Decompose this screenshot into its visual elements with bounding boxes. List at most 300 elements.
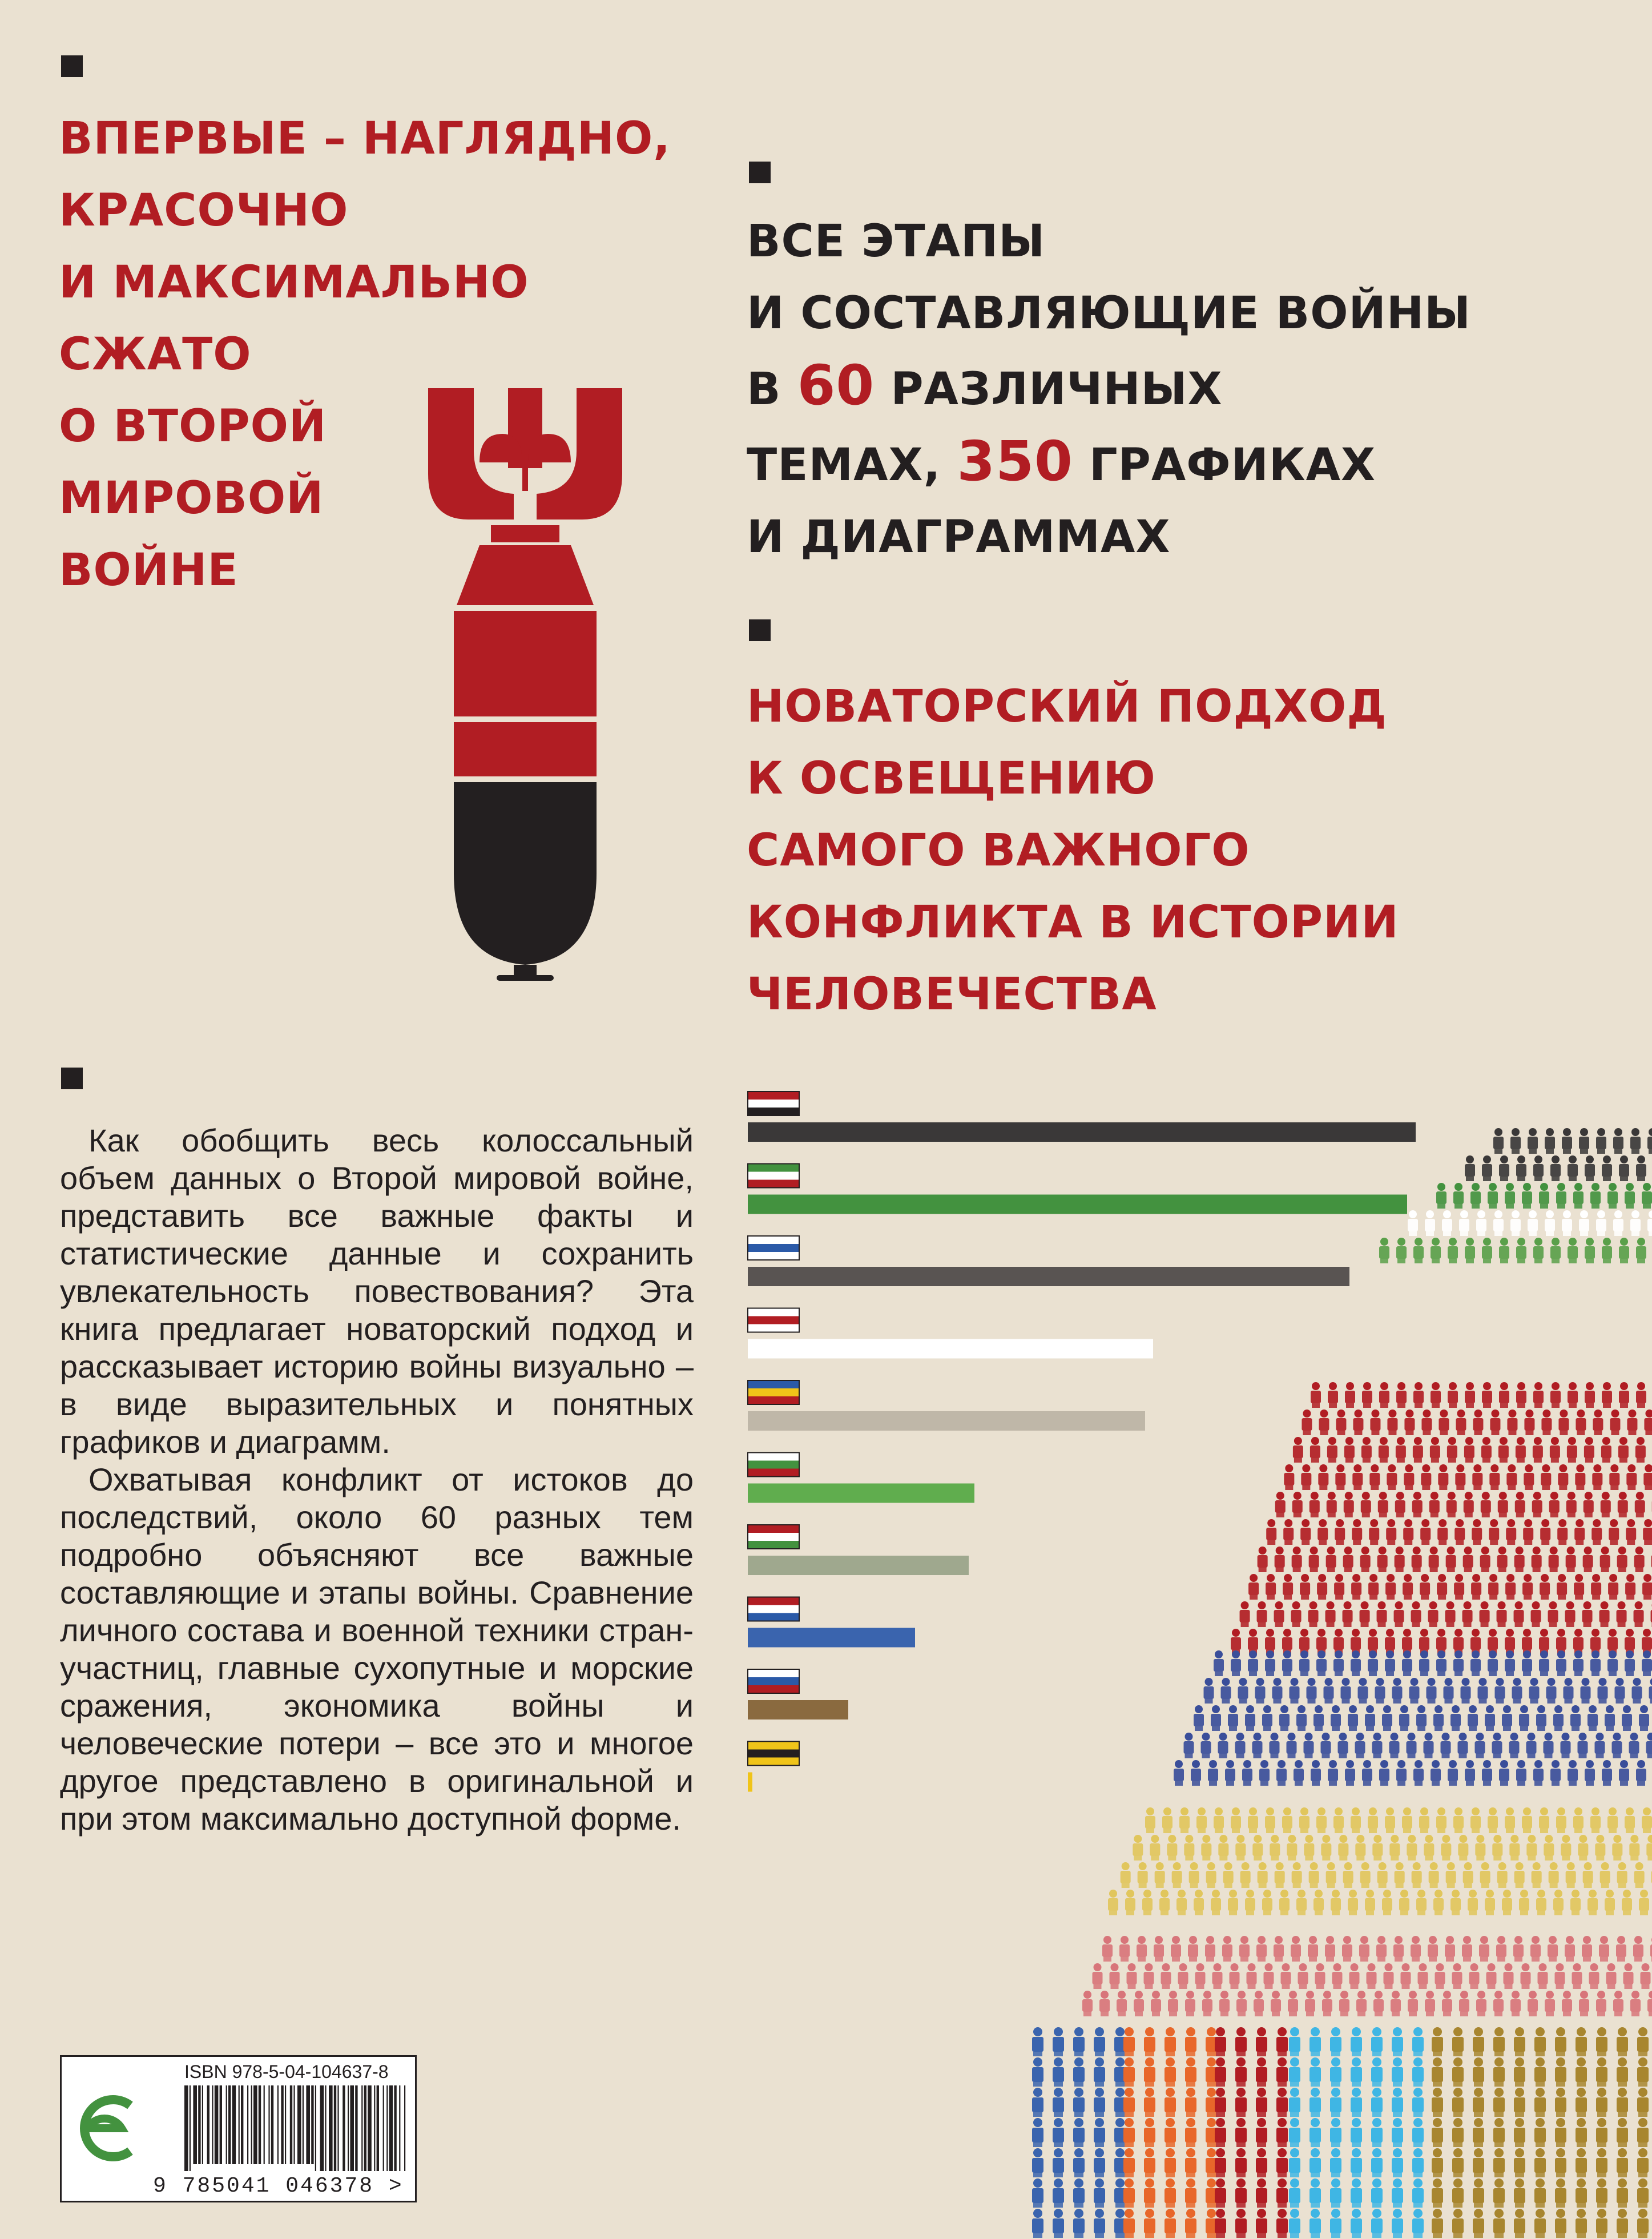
soldier-figure <box>1144 2088 1155 2117</box>
soldier-figure <box>1165 2088 1176 2117</box>
soldier-figure <box>1328 1382 1338 1408</box>
soldier-row <box>1032 2088 1649 2117</box>
soldier-figure <box>1488 1183 1498 1209</box>
headline-approach <box>747 671 1399 1030</box>
soldier-figure <box>1600 1862 1610 1888</box>
soldier-figure <box>1114 2178 1126 2208</box>
soldier-figure <box>1596 2118 1607 2147</box>
soldier-figure <box>1514 2057 1525 2087</box>
soldier-figure <box>1231 1629 1241 1654</box>
soldier-figure <box>1617 1601 1627 1627</box>
soldier-figure <box>1165 2178 1176 2208</box>
soldier-figure <box>1165 2118 1176 2147</box>
soldier-figure <box>1465 1238 1475 1263</box>
soldier-figure <box>1523 1519 1533 1545</box>
soldier-figure <box>1240 1601 1250 1627</box>
soldier-figure <box>1330 2148 1341 2177</box>
soldier-figure <box>1289 2209 1300 2238</box>
soldier-figure <box>1436 1650 1446 1676</box>
soldier-figure <box>1256 2027 1267 2056</box>
soldier-figure <box>1189 1862 1199 1888</box>
soldier-figure <box>1626 1464 1637 1490</box>
soldier-figure <box>1441 1835 1451 1861</box>
headline-line: КРАСОЧНО <box>59 185 349 236</box>
soldier-figure <box>1532 1862 1542 1888</box>
soldier-figure <box>1481 1492 1491 1517</box>
soldier-figure <box>1617 1862 1627 1888</box>
soldier-figure <box>1327 1437 1337 1463</box>
soldier-figure <box>1201 1733 1211 1758</box>
soldier-figure <box>1540 1519 1550 1545</box>
soldier-figure <box>1172 1862 1182 1888</box>
soldier-figure <box>1599 1936 1609 1962</box>
soldier-figure <box>1256 2118 1267 2147</box>
soldier-figure <box>1590 1650 1601 1676</box>
soldier-figure <box>1539 1183 1549 1209</box>
soldier-figure <box>1256 2148 1267 2177</box>
headline-line: ВОЙНЕ <box>59 545 239 596</box>
soldier-figure <box>1343 1601 1353 1627</box>
soldier-figure <box>1615 1678 1625 1704</box>
soldier-figure <box>1309 2209 1321 2238</box>
soldier-figure <box>1283 1574 1293 1600</box>
soldier-figure <box>1191 1760 1201 1786</box>
soldier-figure <box>1265 1650 1275 1676</box>
soldier-figure <box>1636 1238 1646 1263</box>
soldier-figure <box>1165 2209 1176 2238</box>
soldier-figure <box>1642 1629 1652 1654</box>
soldier-figure <box>1570 1890 1581 1915</box>
soldier-figure <box>1596 2178 1607 2208</box>
soldier-figure <box>1606 1963 1617 1989</box>
soldier-figure <box>1313 1705 1324 1731</box>
soldier-row <box>1275 1492 1652 1517</box>
soldier-figure <box>1276 2209 1288 2238</box>
soldier-figure <box>1533 1760 1544 1786</box>
soldier-figure <box>1591 1519 1602 1545</box>
soldier-figure <box>1427 1678 1437 1704</box>
headline-text: ГРАФИКАХ <box>1073 440 1376 491</box>
soldier-figure <box>1369 1464 1380 1490</box>
soldier-figure <box>1053 2209 1064 2238</box>
soldier-figure <box>1053 2178 1064 2208</box>
soldier-figure <box>1264 1963 1274 1989</box>
soldier-figure <box>1514 2088 1525 2117</box>
soldier-figure <box>1351 2088 1362 2117</box>
soldier-figure <box>1382 1890 1392 1915</box>
soldier-figure <box>1448 1238 1458 1263</box>
soldier-figure <box>1562 1210 1572 1236</box>
soldier-figure <box>1371 2057 1383 2087</box>
soldier-figure <box>1425 1991 1435 2016</box>
soldier-figure <box>1627 1410 1637 1435</box>
soldier-figure <box>1609 1519 1619 1545</box>
soldier-figure <box>1516 1437 1526 1463</box>
soldier-figure <box>1412 2148 1424 2177</box>
soldier-figure <box>1609 1464 1619 1490</box>
soldier-figure <box>1159 1890 1170 1915</box>
soldier-figure <box>1432 2148 1443 2177</box>
soldier-figure <box>1557 1574 1567 1600</box>
soldier-figure <box>1307 1678 1317 1704</box>
soldier-figure <box>1053 2027 1064 2056</box>
soldier-figure <box>1412 2118 1424 2147</box>
soldier-figure <box>1382 1705 1392 1731</box>
soldier-figure <box>1265 1807 1275 1833</box>
soldier-figure <box>1362 1382 1372 1408</box>
soldier-figure <box>1602 1238 1612 1263</box>
soldier-figure <box>1309 1492 1320 1517</box>
soldier-figure <box>1289 2027 1300 2056</box>
soldier-figure <box>1336 1410 1346 1435</box>
soldier-figure <box>1504 1963 1514 1989</box>
soldier-figure <box>1533 1155 1544 1181</box>
soldier-figure <box>1389 1733 1400 1758</box>
soldier-figure <box>1558 1410 1569 1435</box>
soldier-figure <box>1137 1936 1147 1962</box>
soldier-figure <box>1348 1890 1358 1915</box>
soldier-figure <box>1032 2209 1043 2238</box>
soldier-figure <box>1441 1733 1451 1758</box>
soldier-figure <box>1566 1862 1576 1888</box>
soldier-figure <box>1358 1678 1368 1704</box>
headline-line: ВПЕРВЫЕ – НАГЛЯДНО, <box>59 113 671 164</box>
soldier-figure <box>1556 1650 1566 1676</box>
soldier-figure <box>1073 2118 1085 2147</box>
soldier-figure <box>1613 1128 1623 1154</box>
soldier-figure <box>1235 2027 1247 2056</box>
soldier-figure <box>1230 1963 1240 1989</box>
soldier-row <box>1032 2178 1649 2208</box>
soldier-figure <box>1300 1574 1310 1600</box>
soldier-figure <box>1032 2088 1043 2117</box>
soldier-figure <box>1555 2148 1566 2177</box>
soldier-figure <box>1575 1464 1585 1490</box>
soldier-figure <box>1463 1862 1473 1888</box>
soldier-figure <box>1585 1382 1595 1408</box>
soldier-figure <box>1420 1519 1431 1545</box>
soldier-figure <box>1514 1601 1524 1627</box>
soldier-figure <box>1379 1437 1389 1463</box>
soldier-figure <box>1605 1705 1615 1731</box>
soldier-figure <box>1343 1862 1353 1888</box>
soldier-figure <box>1408 1210 1418 1236</box>
soldier-figure <box>1114 2209 1126 2238</box>
soldier-figure <box>1138 1862 1148 1888</box>
soldier-figure <box>1258 1547 1268 1572</box>
soldier-figure <box>1411 1936 1421 1962</box>
soldier-figure <box>1632 1678 1642 1704</box>
soldier-figure <box>1566 1492 1577 1517</box>
soldier-figure <box>1144 2118 1155 2147</box>
soldier-figure <box>1412 2027 1424 2056</box>
soldier-figure <box>1618 1437 1629 1463</box>
soldier-figure <box>1235 2088 1247 2117</box>
soldier-figure <box>1539 1650 1549 1676</box>
soldier-figure <box>1399 1705 1409 1731</box>
soldier-figure <box>1188 1936 1198 1962</box>
soldier-row <box>1408 1210 1652 1236</box>
soldier-row <box>1102 1936 1652 1962</box>
soldier-figure <box>1351 2057 1362 2087</box>
soldier-figure <box>1432 2088 1443 2117</box>
soldier-figure <box>1407 1733 1417 1758</box>
soldier-figure <box>1642 1807 1652 1833</box>
headline-line: КОНФЛИКТА В ИСТОРИИ <box>747 897 1399 948</box>
soldier-figure <box>1144 2057 1155 2087</box>
soldier-figure <box>1612 1733 1622 1758</box>
soldier-figure <box>1562 1991 1572 2016</box>
soldier-figure <box>1404 1464 1414 1490</box>
soldier-figure <box>1545 1128 1555 1154</box>
soldier-figure <box>1262 1890 1272 1915</box>
soldier-figure <box>1144 1963 1154 1989</box>
soldier-figure <box>1392 2178 1403 2208</box>
soldier-row <box>1204 1678 1652 1704</box>
soldier-figure <box>1513 1936 1524 1962</box>
chart-bar <box>748 1700 848 1719</box>
soldier-row <box>1032 2057 1649 2087</box>
soldier-figure <box>1598 1678 1608 1704</box>
soldier-figure <box>1219 1991 1230 2016</box>
soldier-figure <box>1326 1547 1336 1572</box>
soldier-figure <box>1317 1574 1327 1600</box>
soldier-figure <box>1431 1238 1441 1263</box>
soldier-figure <box>1596 1128 1606 1154</box>
soldier-figure <box>1299 1807 1309 1833</box>
soldier-figure <box>1555 2178 1566 2208</box>
soldier-figure <box>1399 1890 1409 1915</box>
soldier-figure <box>1330 2027 1341 2056</box>
soldier-figure <box>1639 1705 1649 1731</box>
soldier-figure <box>1123 2057 1135 2087</box>
soldier-figure <box>1617 2088 1628 2117</box>
soldier-figure <box>1568 1382 1578 1408</box>
soldier-figure <box>1522 1807 1532 1833</box>
soldier-row <box>1311 1382 1652 1408</box>
soldier-figure <box>1613 1210 1623 1236</box>
soldier-figure <box>1635 1437 1646 1463</box>
soldier-figure <box>1335 1464 1345 1490</box>
soldier-figure <box>1362 1760 1372 1786</box>
soldier-figure <box>1532 1547 1542 1572</box>
soldier-figure <box>1617 1547 1627 1572</box>
soldier-figure <box>1480 1601 1490 1627</box>
soldier-figure <box>1360 1862 1371 1888</box>
soldier-figure <box>1432 2027 1443 2056</box>
soldier-figure <box>1431 1760 1441 1786</box>
soldier-figure <box>1522 1183 1532 1209</box>
soldier-figure <box>1215 2148 1226 2177</box>
soldier-figure <box>1625 1629 1635 1654</box>
soldier-figure <box>1524 1464 1534 1490</box>
soldier-figure <box>1534 2088 1546 2117</box>
soldier-figure <box>1642 1574 1652 1600</box>
soldier-figure <box>1288 1991 1298 2016</box>
soldier-figure <box>1481 1437 1492 1463</box>
soldier-row <box>1240 1601 1652 1627</box>
soldier-figure <box>1649 1678 1652 1704</box>
soldier-figure <box>1433 1890 1444 1915</box>
soldier-figure <box>1355 1835 1365 1861</box>
soldier-figure <box>1630 1991 1641 2016</box>
chart-bar <box>748 1556 969 1575</box>
soldier-figure <box>1276 2148 1288 2177</box>
soldier-figure <box>1429 1547 1439 1572</box>
soldier-figure <box>1235 2057 1247 2087</box>
soldier-figure <box>1436 1807 1446 1833</box>
soldier-figure <box>1184 1835 1194 1861</box>
soldier-figure <box>1607 1807 1618 1833</box>
soldier-figure <box>1325 1601 1336 1627</box>
soldier-figure <box>1093 1963 1103 1989</box>
soldier-figure <box>1352 1519 1362 1545</box>
soldier-figure <box>1360 1547 1371 1572</box>
soldier-figure <box>1438 1464 1448 1490</box>
soldier-figure <box>1561 1835 1571 1861</box>
soldier-figure <box>1548 1601 1558 1627</box>
soldier-figure <box>1472 1519 1482 1545</box>
soldier-figure <box>1450 1705 1461 1731</box>
soldier-figure <box>1351 1807 1361 1833</box>
soldier-figure <box>1231 1650 1241 1676</box>
soldier-figure <box>1275 1492 1286 1517</box>
soldier-figure <box>1094 2148 1105 2177</box>
soldier-figure <box>1453 1807 1464 1833</box>
soldier-figure <box>1568 1155 1578 1181</box>
soldier-figure <box>1375 1678 1385 1704</box>
soldier-figure <box>1094 2178 1105 2208</box>
soldier-figure <box>1144 2027 1155 2056</box>
soldier-figure <box>1032 2148 1043 2177</box>
soldier-figure <box>1625 1650 1635 1676</box>
soldier-figure <box>1389 1835 1400 1861</box>
soldier-figure <box>1573 1807 1583 1833</box>
soldier-figure <box>1473 2057 1484 2087</box>
soldier-figure <box>1602 1155 1612 1181</box>
soldier-figure <box>1473 2027 1484 2056</box>
soldier-figure <box>1276 2088 1288 2117</box>
soldier-figure <box>1643 1519 1652 1545</box>
soldier-figure <box>1289 2057 1300 2087</box>
soldier-figure <box>1165 2148 1176 2177</box>
soldier-row <box>1379 1238 1652 1263</box>
soldier-figure <box>1519 1705 1529 1731</box>
soldier-figure <box>1349 1963 1360 1989</box>
soldier-figure <box>1528 1128 1538 1154</box>
soldier-figure <box>1326 1862 1336 1888</box>
soldier-figure <box>1549 1862 1559 1888</box>
soldier-row <box>1284 1464 1652 1490</box>
soldier-figure <box>1617 2057 1628 2087</box>
soldier-figure <box>1378 1492 1388 1517</box>
soldier-figure <box>1211 1890 1221 1915</box>
soldier-figure <box>1413 1382 1424 1408</box>
barcode-bars <box>184 2085 407 2171</box>
soldier-figure <box>1497 1862 1508 1888</box>
soldier-figure <box>1202 1991 1212 2016</box>
soldier-figure <box>1545 1991 1555 2016</box>
soldier-figure <box>1479 1936 1489 1962</box>
soldier-figure <box>1102 1936 1113 1962</box>
soldier-figure <box>1161 1963 1171 1989</box>
soldier-row <box>1465 1155 1652 1181</box>
soldier-figure <box>1185 2118 1196 2147</box>
soldier-figure <box>1492 1835 1502 1861</box>
headline-line: К ОСВЕЩЕНИЮ <box>747 753 1156 804</box>
soldier-figure <box>1505 1183 1515 1209</box>
description-paragraph: Как обобщить весь колоссальный объем данных о Второй мировой войне, представить все важные факты и статистические данные и сохранить увлекательность повествования? Эта книга предлагает новаторский подход и рассказывает историю войны визуально – в виде выразительных и понятных графиков и диаграмм. <box>60 1122 694 1460</box>
soldier-figure <box>1287 1835 1297 1861</box>
soldier-figure <box>1287 1733 1297 1758</box>
soldier-figure <box>1430 1437 1440 1463</box>
soldier-figure <box>1470 1629 1481 1654</box>
soldier-figure <box>1635 1492 1645 1517</box>
soldier-figure <box>1589 1963 1599 1989</box>
soldier-figure <box>1480 1547 1490 1572</box>
soldier-figure <box>1473 2118 1484 2147</box>
soldier-row <box>1293 1437 1652 1463</box>
headline-line: СЖАТО <box>59 329 252 380</box>
soldier-figure <box>1573 1629 1583 1654</box>
soldier-figure <box>1463 1547 1473 1572</box>
soldier-figure <box>1499 1155 1509 1181</box>
soldier-figure <box>1184 1733 1194 1758</box>
soldier-figure <box>1495 1678 1505 1704</box>
soldier-figure <box>1371 2178 1383 2208</box>
soldier-figure <box>1557 1519 1568 1545</box>
soldier-figure <box>1404 1410 1415 1435</box>
soldier-figure <box>1442 1991 1452 2016</box>
soldier-figure <box>1633 1936 1643 1962</box>
soldier-figure <box>1309 2178 1321 2208</box>
soldier-figure <box>1642 1650 1652 1676</box>
soldier-figure <box>1636 1382 1646 1408</box>
soldier-figure <box>1498 1437 1509 1463</box>
soldier-row <box>1133 1835 1652 1861</box>
soldier-figure <box>1330 2209 1341 2238</box>
soldier-figure <box>1489 1464 1500 1490</box>
soldier-figure <box>1208 1760 1218 1786</box>
soldier-figure <box>1452 2118 1464 2147</box>
headline-line: НОВАТОРСКИЙ ПОДХОД <box>747 681 1387 732</box>
soldier-figure <box>1534 2057 1546 2087</box>
soldier-row <box>1214 1650 1652 1676</box>
soldier-figure <box>1206 2057 1217 2087</box>
soldier-figure <box>1301 1464 1311 1490</box>
soldier-figure <box>1275 1547 1285 1572</box>
soldier-figure <box>1333 1629 1344 1654</box>
soldier-figure <box>1206 2178 1217 2208</box>
soldier-figure <box>1385 1650 1395 1676</box>
soldier-figure <box>1248 1574 1259 1600</box>
soldier-figure <box>1482 1382 1492 1408</box>
soldier-figure <box>1162 1807 1172 1833</box>
soldier-figure <box>1144 2148 1155 2177</box>
soldier-figure <box>1493 1128 1504 1154</box>
soldier-figure <box>1256 2088 1267 2117</box>
soldier-figure <box>1613 1991 1623 2016</box>
soldier-figure <box>1647 1210 1652 1236</box>
soldier-figure <box>1114 2148 1126 2177</box>
soldier-figure <box>1094 2027 1105 2056</box>
soldier-figure <box>1642 1183 1652 1209</box>
soldier-figure <box>1256 2178 1267 2208</box>
soldier-figure <box>1412 1547 1422 1572</box>
soldier-figure <box>1544 1835 1554 1861</box>
soldier-figure <box>1379 1382 1389 1408</box>
flag-icon <box>748 1669 799 1693</box>
